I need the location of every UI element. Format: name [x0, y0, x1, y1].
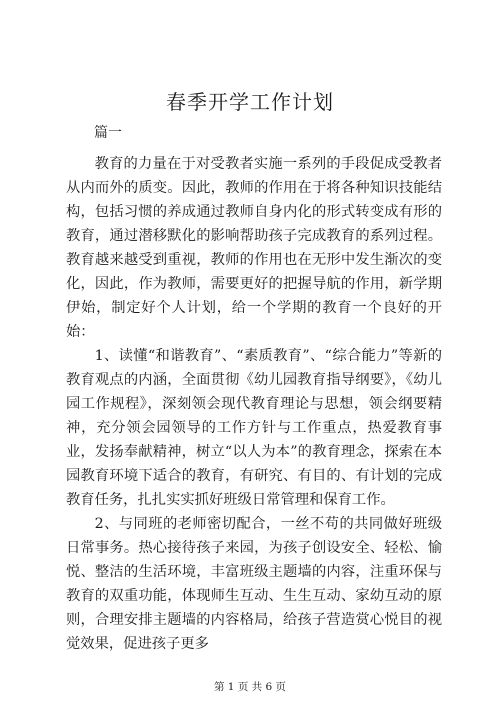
paragraph-item-1: 1、读懂“和谐教育”、“素质教育”、“综合能力”等新的教育观点的内涵，全面贯彻《幼儿园教育指导纲要》，《幼儿园工作规程》，深刻领会现代教育理论与思想，领会纲要精神，充分领会园领导的工作方针与工作重点，热爱教育事业，发扬奉献精神，树立“以人为本”的教育理念，探索在本园教育环境下适合的教育，有研究、有目的、有计划的完成教育任务，扎扎实实抓好班级日常管理和保育工作。 [66, 348, 442, 508]
paragraph-item-2: 2、与同班的老师密切配合，一丝不苟的共同做好班级日常事务。热心接待孩子来园，为孩子创设安全、轻松、愉悦、整洁的生活环境，丰富班级主题墙的内容，注重环保与教育的双重功能，体现师生互动、生生互动、家幼互动的原则，合理安排主题墙的内容格局，给孩子营造赏心悦目的视觉效果，促进孩子更多 [66, 516, 442, 652]
section-heading: 篇一 [94, 125, 122, 141]
document-body [66, 152, 442, 656]
page-footer: 第 1 页 共 6 页 [213, 681, 287, 693]
document-title: 春季开学工作计划 [166, 90, 334, 114]
paragraph-intro: 教育的力量在于对受教者实施一系列的手段促成受教者从内而外的质变。因此，教师的作用在于将各种知识技能结构，包括习惯的养成通过教师自身内化的形式转变成有形的教育，通过潜移默化的影响帮助孩子完成教育的系列过程。教育越来越受到重视，教师的作用也在无形中发生渐次的变化，因此，作为教师，需要更好的把握导航的作用，新学期伊始，制定好个人计划，给一个学期的教育一个良好的开始： [66, 156, 442, 340]
